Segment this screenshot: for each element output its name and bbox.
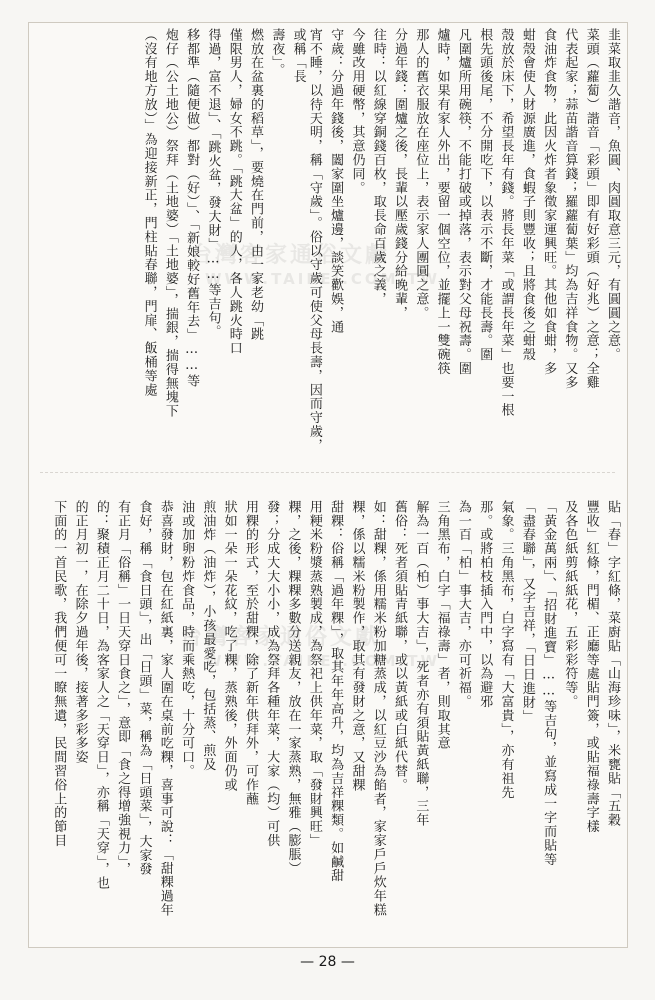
text-column: 那人的舊衣服放在座位上，表示家人團圓之意。: [413, 28, 429, 320]
text-column: 甜粿：俗稱「過年粿」，取其年年高升，均為吉祥粿類。如鹹甜: [328, 500, 344, 883]
text-column: 貼「春」字紅條，菜廚貼「山海珍味」，米甕貼「五穀: [605, 500, 620, 828]
text-column: 往時：以紅線穿銅錢百枚，取長命百歲之義，: [370, 28, 386, 306]
text-column: 宵不睡，以待天明，稱「守歲」。俗以守歲可使父母長壽，因而守歲，或稱「長: [290, 28, 322, 453]
top-text-block: [34, 28, 620, 458]
text-column: 根先頭後尾，不分開吃下，以表示不斷，才能長壽。圍: [477, 28, 493, 362]
text-column: 恭喜發財，包在紅紙裏，家人圍在桌前吃粿，喜事可說：「甜粿過年: [157, 500, 173, 917]
text-column: 分過年錢：圍爐之後，長輩以壓歲錢分給晚輩，: [392, 28, 408, 320]
text-column: 豐收」紅條，門楣、正廳等處貼門簽，或貼福祿壽字樣: [583, 500, 599, 834]
text-column: 菜頭（蘿蔔）諧音「彩頭」即有好彩頭（好兆）之意；全雞: [583, 28, 599, 390]
text-column: 那。或將柏枝插入門中，以為避邪: [477, 500, 493, 709]
text-column: 解為一百（柏）事大吉」，死者亦有須貼黃紙聯，三年: [413, 500, 429, 828]
text-column: 守歲：分過年錢後，闔家圍坐爐邊，談笑歡娛，通: [328, 28, 344, 334]
section-divider: [40, 472, 615, 473]
text-column: 的：聚積正月二十日，為客家人之「天穿日」，亦稱「天穿」，也: [93, 500, 109, 891]
text-column: 燃放在盆裏的稻草」，要燒在門前，由一家老幼「跳: [248, 28, 264, 342]
text-column: 「黃金萬兩」、「招財進寶」……等吉句，並寫成一字而貼等: [541, 500, 557, 867]
text-column: 移都準（隨便做）都對（好）」、「新娘較好舊年去」……等: [184, 28, 200, 388]
text-column: 「盡春聯」，又字吉祥，「日日進財」: [519, 500, 535, 724]
text-column: 為一百「柏」事大吉，亦可祈福。: [455, 500, 471, 709]
text-column: 及各色紙剪紙紙花，五彩彩符等。: [562, 500, 578, 709]
text-column: （沒有地方放）」為迎接新正，門柱貼春聯，門扉、飯桶等處: [141, 28, 157, 397]
page-number: — 28 —: [300, 954, 355, 970]
text-column: 炮仔（公土地公）祭拜（土地婆）「土地婆」，揣銀，揣得無塊下: [162, 28, 178, 419]
text-column: 有正月「俗稱」一日天穿日食之」，意即「食之得增強視力」，: [115, 500, 131, 877]
text-column: 用粿的形式，至於甜粿，除了新年供拜外，可作蘸: [242, 500, 258, 806]
text-column: 韭菜取韭久諧音，魚圓、肉圓取意三元，有圓圓之意。: [605, 28, 620, 362]
text-column: 舊俗：死者須貼青紙聯，或以黃紙或白紙代替。: [392, 500, 408, 792]
text-column: 僅限男人，婦女不跳。「跳大盆」的人，各人跳火時口: [226, 28, 242, 356]
text-column: 發；分成大大小小，成為祭拜各種年菜，大家（均）可供: [264, 500, 280, 848]
text-column: 得過，富不退」、「跳火盆，發大財」……等吉句。: [205, 28, 221, 339]
text-column: 壽夜」。: [269, 28, 285, 78]
text-column: 下面的一首民歌，我們便可一瞭無遺，民間習俗上的節目: [51, 500, 67, 848]
text-column: 殼放於床下，希望長年有錢。將長年菜「或謂長年菜」也要一根: [498, 28, 514, 418]
text-column: 蚶殼會使人財源廣進，食蝦子則豐收；且將食後之蚶殼: [519, 28, 535, 362]
text-column: 用粳米粉漿蒸熟製成，為祭祀上供年菜，取「發財興旺」: [306, 500, 322, 848]
text-column: 三角黑布，白字「福祿壽」者，則取其意: [434, 500, 450, 751]
text-column: 狀如一朵一朵花紋，吃了粿，蒸熟後，外面仍或: [221, 500, 237, 792]
text-column: 氣象。三角黑布，白字寫有「大富貴」，亦有祖先: [498, 500, 514, 800]
text-column: 粿，係以糯米粉製作，取其有發財之意，又甜粿: [349, 500, 365, 792]
text-column: 食油炸食物，此因火炸者象徵家運興旺。其他如食蚶，多: [541, 28, 557, 376]
bottom-text-block: [34, 500, 620, 930]
text-column: 爐時，如果有家人外出，要留一個空位，並擺上一雙碗筷: [434, 28, 450, 376]
text-column: 油或加卵粉炸食品，時而乘熱吃，十分可口。: [179, 500, 195, 778]
text-column: 粿，之後，粿粿多數分送親友，放在一家蒸熟，無雅（膨脹）: [285, 500, 301, 876]
text-column: 凡圍爐所用碗筷，不能打破或掉落，表示對父母祝壽。圍: [455, 28, 471, 376]
text-column: 今雖改用硬幣，其意仍同。: [349, 28, 365, 195]
text-column: 如：甜粿，係用糯米粉加糖蒸成，以紅豆沙為餡者，家家戶戶炊年糕: [370, 500, 386, 917]
text-column: 的正月初一，在除夕過年後，接著多彩多姿: [72, 500, 88, 765]
text-column: 食好，稱「食日頭」，出「日頭」菜，稱為「日頭菜」，大家發: [136, 500, 152, 877]
text-column: 代表起家；蒜苗諧音算錢；羅蘿蔔葉」均為吉祥食物。又多: [562, 28, 578, 390]
text-column: 煎油炸（油炸），小孩最愛吃，包括蒸、煎及: [200, 500, 216, 772]
